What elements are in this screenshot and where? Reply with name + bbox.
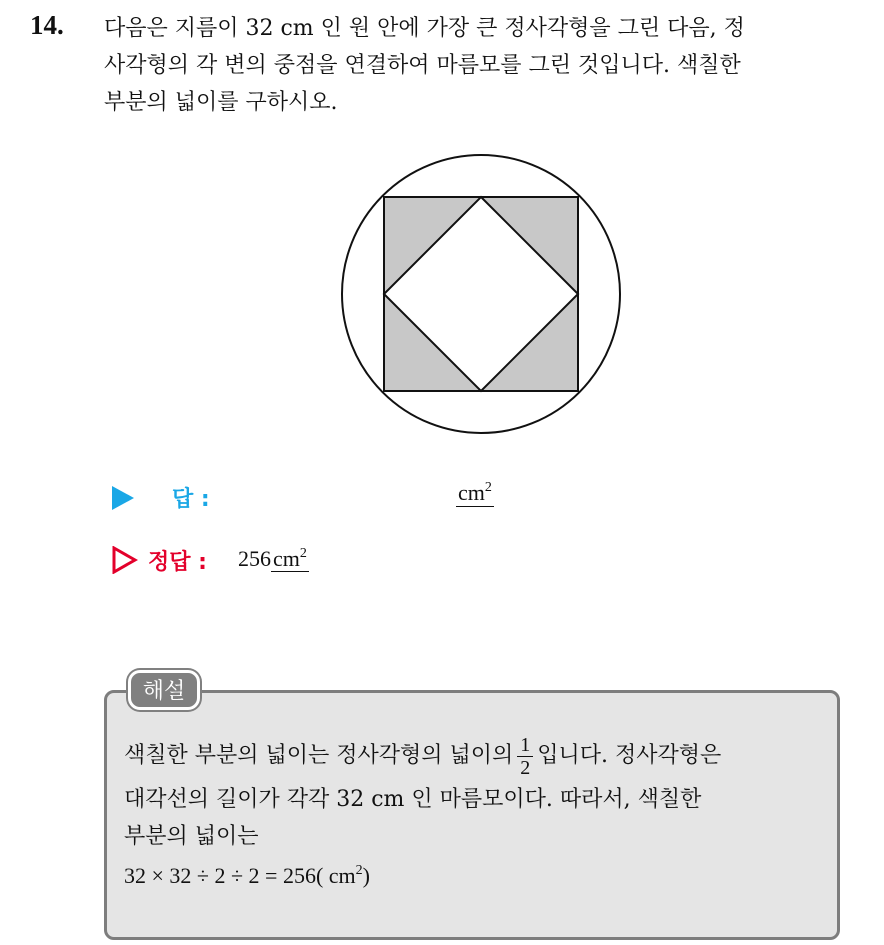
fraction: [517, 734, 533, 779]
formula-exponent: 2: [355, 863, 363, 878]
explanation-line: 부분의 넓이는: [124, 824, 259, 849]
answer-label: 답 :: [172, 487, 210, 512]
explanation-line1-after: 입니다. 정사각형은: [537, 743, 722, 768]
explanation-tab: 해설: [128, 670, 200, 710]
question-line: 다음은 지름이 32 cm 인 원 안에 가장 큰 정사각형을 그린 다음, 정: [104, 16, 745, 41]
fraction-numerator: 1: [517, 734, 533, 757]
answer-blank[interactable]: [456, 480, 494, 507]
geometry-figure: [340, 152, 622, 436]
correct-value: [238, 546, 309, 572]
correct-number: 256: [238, 546, 271, 571]
answer-arrow-icon: [112, 486, 134, 510]
question-text: [104, 10, 874, 121]
question-line: 부분의 넓이를 구하시오.: [104, 90, 338, 115]
correct-arrow-icon: [112, 546, 138, 574]
fraction-denominator: 2: [520, 756, 531, 779]
explanation-text: [124, 732, 832, 888]
formula-main: 32 × 32 ÷ 2 ÷ 2 = 256( cm: [124, 863, 356, 888]
explanation-line: [124, 732, 832, 780]
explanation-line1-before: 색칠한 부분의 넓이는 정사각형의 넓이의: [124, 743, 514, 768]
correct-row: [112, 542, 532, 582]
correct-unit-exponent: 2: [299, 546, 307, 561]
explanation-line: 대각선의 길이가 각각 32 cm 인 마름모이다. 따라서, 색칠한: [124, 787, 702, 812]
explanation-formula: [124, 854, 832, 888]
answer-row: [112, 478, 532, 518]
answer-unit-exponent: 2: [484, 480, 492, 495]
question-number: 14.: [30, 10, 64, 40]
formula-close: ): [362, 863, 370, 888]
correct-label: 정답 :: [148, 550, 207, 575]
correct-unit: [271, 546, 309, 572]
correct-unit-base: cm: [273, 546, 300, 571]
answer-unit: cm: [458, 480, 485, 505]
question-line: 사각형의 각 변의 중점을 연결하여 마름모를 그린 것입니다. 색칠한: [104, 53, 741, 78]
